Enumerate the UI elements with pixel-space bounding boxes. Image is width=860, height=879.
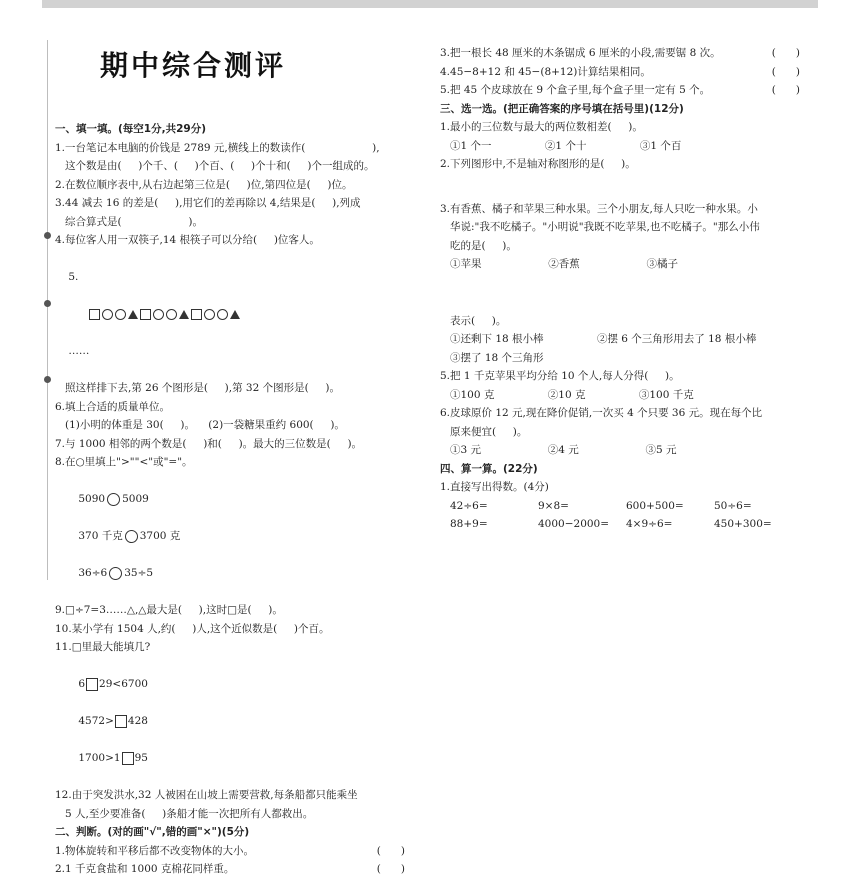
question-3a: 3.44 减去 16 的差是( ),用它们的差再除以 4,结果是( ),列成	[55, 197, 361, 209]
question-5b: 照这样排下去,第 26 个图形是( ),第 32 个图形是( )。	[65, 382, 341, 394]
question-10: 10.某小学有 1504 人,约( )人,这个近似数是( )个百。	[55, 622, 330, 635]
compare-left-2: 370 千克	[78, 530, 123, 542]
calc-item: 450+300=	[714, 518, 772, 530]
circle-shape	[217, 309, 228, 320]
judge-5	[440, 81, 800, 100]
answer-box[interactable]	[115, 715, 127, 728]
calc-item: 42÷6=	[450, 499, 488, 512]
question-3b: 综合算式是( )。	[65, 215, 203, 228]
right-column	[440, 44, 800, 534]
choice-4a	[440, 274, 800, 312]
choice-6-options: ①3 元 ②4 元 ③5 元	[450, 444, 677, 456]
circle-shape	[115, 309, 126, 320]
choice-1-options: ①1 个一 ②1 个十 ③1 个百	[450, 139, 682, 152]
question-5-number: 5.	[68, 271, 79, 283]
fill-box-row	[55, 657, 405, 787]
ellipsis: ……	[68, 345, 90, 357]
question-2: 2.在数位顺序表中,从右边起第三位是( )位,第四位是( )位。	[55, 178, 353, 191]
calc-item: 9×8=	[538, 499, 569, 512]
compare-right-2: 3700 克	[139, 530, 181, 542]
answer-paren[interactable]: ( )	[771, 84, 800, 96]
choice-5: 5.把 1 千克苹果平均分给 10 个人,每人分得( )。	[440, 370, 680, 382]
question-12a: 12.由于突发洪水,32 人被困在山坡上需要营救,每条船都只能乘坐	[55, 789, 358, 801]
calc-row	[440, 497, 800, 516]
compare-right-3: 35÷5	[124, 567, 154, 579]
section-choose: 三、选一选。(把正确答案的序号填在括号里)(12分)	[440, 102, 684, 115]
square-shape	[191, 309, 202, 320]
choice-6a: 6.皮球原价 12 元,现在降价促销,一次买 4 个只要 36 元。现在每个比	[440, 407, 763, 419]
left-column	[55, 120, 405, 879]
question-4: 4.每位客人用一双筷子,14 根筷子可以分给( )位客人。	[55, 234, 320, 246]
answer-box[interactable]	[122, 752, 134, 765]
answer-paren[interactable]: ( )	[771, 47, 800, 59]
square-shape	[140, 309, 151, 320]
square-shape	[89, 309, 100, 320]
top-bar	[42, 0, 818, 8]
binding-hole	[44, 232, 51, 239]
triangle-shape	[128, 310, 138, 319]
question-6a: (1)小明的体重是 30( )。 (2)一袋糖果重约 600( )。	[65, 419, 345, 431]
calculation-grid	[440, 497, 800, 534]
circle-shape	[153, 309, 164, 320]
question-7: 7.与 1000 相邻的两个数是( )和( )。最大的三位数是( )。	[55, 437, 363, 450]
box-expr-3-left: 1700>1	[78, 752, 121, 764]
question-9: 9.□÷7=3……△,△最大是( ),这时□是( )。	[55, 604, 283, 616]
circle-shape	[102, 309, 113, 320]
judge-4	[440, 63, 800, 82]
shape-sequence	[68, 287, 241, 343]
circle-shape	[204, 309, 215, 320]
binding-margin-line	[47, 40, 48, 580]
answer-circle[interactable]	[109, 567, 122, 580]
question-12b: 5 人,至少要准备( )条船才能一次把所有人都救出。	[65, 807, 314, 820]
page-title: 期中综合测评	[100, 49, 287, 82]
direct-answer-heading: 1.直接写出得数。(4分)	[440, 481, 549, 493]
choice-3b: 华说:"我不吃橘子。"小明说"我既不吃苹果,也不吃橘子。"那么小伟	[450, 221, 760, 233]
binding-hole	[44, 376, 51, 383]
choice-3a: 3.有香蕉、橘子和苹果三种水果。三个小朋友,每人只吃一种水果。小	[440, 202, 758, 215]
choice-2: 2.下列图形中,不是轴对称图形的是( )。	[440, 158, 636, 170]
calc-item: 4×9÷6=	[626, 518, 673, 530]
judge-1	[55, 842, 405, 861]
binding-hole	[44, 300, 51, 307]
box-expr-3-right: 95	[134, 752, 148, 764]
judge-4-text: 4.45−8+12 和 45−(8+12)计算结果相同。	[440, 65, 651, 78]
question-1b: 这个数是由( )个千、( )个百、( )个十和( )个一组成的。	[65, 160, 375, 172]
answer-circle[interactable]	[107, 493, 120, 506]
choice-3-options: ①苹果 ②香蕉 ③橘子	[450, 258, 679, 270]
circle-shape	[166, 309, 177, 320]
calc-item: 88+9=	[450, 518, 488, 530]
choice-2-options	[440, 174, 800, 200]
calc-item: 50÷6=	[714, 499, 752, 512]
question-6: 6.填上合适的质量单位。	[55, 400, 171, 413]
choice-4-options-2: ③摆了 18 个三角形	[450, 351, 544, 364]
answer-paren[interactable]: ( )	[376, 863, 405, 875]
compare-row	[55, 472, 405, 602]
judge-2-text: 2.1 千克食盐和 1000 克棉花同样重。	[55, 863, 235, 875]
compare-left-1: 5090	[78, 493, 106, 505]
section-calculate: 四、算一算。(22分)	[440, 462, 538, 475]
box-expr-1-right: 29<6700	[99, 678, 148, 690]
compare-left-3: 36÷6	[78, 567, 108, 579]
choice-6b: 原来便宜( )。	[450, 425, 528, 438]
compare-right-1: 5009	[122, 493, 149, 505]
question-5a	[55, 250, 405, 380]
calc-row	[440, 515, 800, 534]
triangle-shape	[230, 310, 240, 319]
judge-5-text: 5.把 45 个皮球放在 9 个盒子里,每个盒子里一定有 5 个。	[440, 84, 711, 96]
calc-item: 4000−2000=	[538, 518, 610, 530]
choice-3c: 吃的是( )。	[450, 239, 517, 252]
choice-4-options-1: ①还剩下 18 根小棒 ②摆 6 个三角形用去了 18 根小棒	[450, 333, 757, 345]
triangle-shape	[179, 310, 189, 319]
box-expr-2-left: 4572>	[78, 715, 114, 727]
section-fill-in: 一、填一填。(每空1分,共29分)	[55, 123, 207, 135]
choice-5-options: ①100 克 ②10 克 ③100 千克	[450, 388, 694, 401]
answer-paren[interactable]: ( )	[771, 65, 800, 78]
question-8: 8.在○里填上">""<"或"="。	[55, 456, 193, 468]
calc-item: 600+500=	[626, 499, 684, 512]
answer-box[interactable]	[86, 678, 98, 691]
choice-1: 1.最小的三位数与最大的两位数相差( )。	[440, 121, 643, 133]
judge-3-text: 3.把一根长 48 厘米的木条锯成 6 厘米的小段,需要锯 8 次。	[440, 47, 721, 59]
box-expr-1-left: 6	[78, 678, 86, 690]
section-judge: 二、判断。(对的画"√",错的画"×")(5分)	[55, 826, 250, 838]
judge-1-text: 1.物体旋转和平移后都不改变物体的大小。	[55, 844, 255, 857]
judge-2	[55, 860, 405, 879]
box-expr-2-right: 428	[127, 715, 148, 727]
answer-paren[interactable]: ( )	[376, 844, 405, 857]
choice-4c: 表示( )。	[450, 314, 507, 327]
question-11: 11.□里最大能填几?	[55, 641, 151, 653]
question-1a: 1.一台笔记本电脑的价钱是 2789 元,横线上的数读作( ),	[55, 141, 380, 154]
judge-3	[440, 44, 800, 63]
answer-circle[interactable]	[125, 530, 138, 543]
